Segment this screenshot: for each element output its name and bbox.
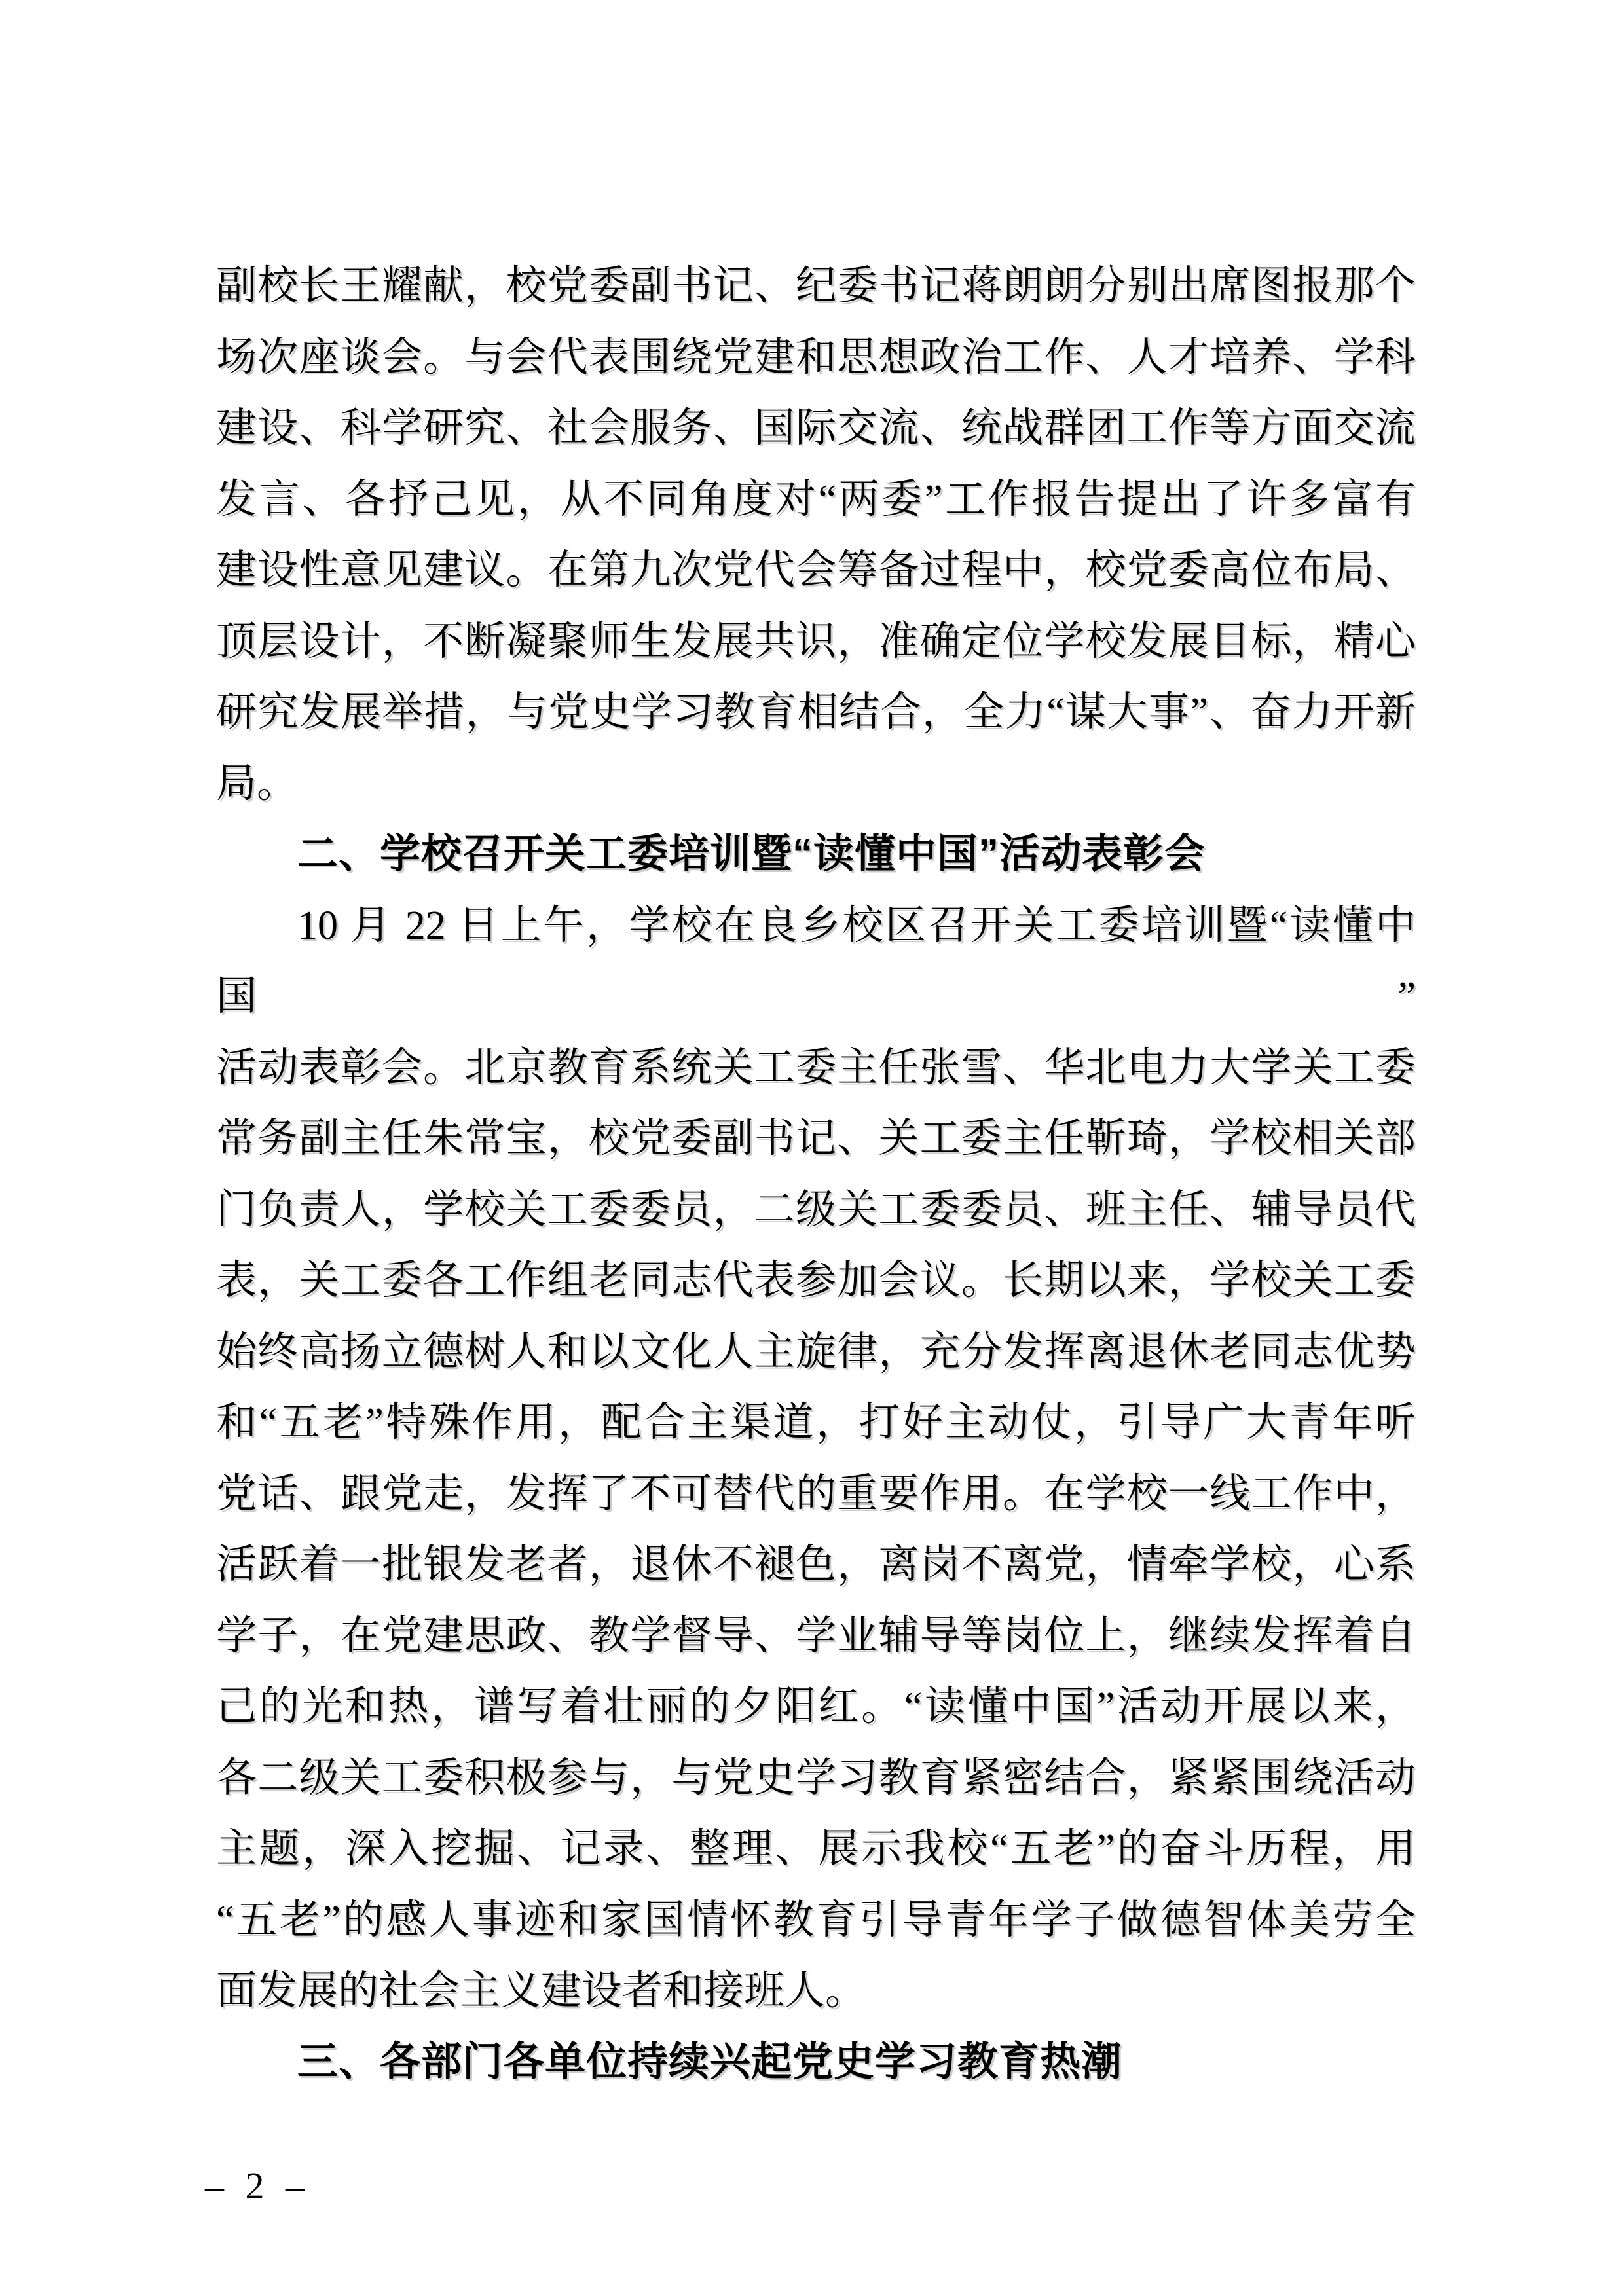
paragraph-line: 各二级关工委积极参与，与党史学习教育紧密结合，紧紧围绕活动 bbox=[216, 1755, 1416, 1800]
paragraph-line: 和“五老”特殊作用，配合主渠道，打好主动仗，引导广大青年听 bbox=[216, 1400, 1416, 1445]
paragraph-line: 10 月 22 日上午，学校在良乡校区召开关工委培训暨“读懂中国” bbox=[216, 903, 1416, 1019]
paragraph-line: 表，关工委各工作组老同志代表参加会议。长期以来，学校关工委 bbox=[216, 1258, 1416, 1303]
page-footer bbox=[205, 2166, 307, 2206]
paragraph-line: 门负责人，学校关工委委员，二级关工委委员、班主任、辅导员代 bbox=[216, 1187, 1416, 1232]
section-heading-2: 二、学校召开关工委培训暨“读懂中国”活动表彰会 bbox=[297, 831, 1206, 877]
paragraph-line: 局。 bbox=[216, 761, 298, 806]
page-number: – 2 – bbox=[205, 2164, 307, 2207]
paragraph-line: 活动表彰会。北京教育系统关工委主任张雪、华北电力大学关工委 bbox=[216, 1045, 1416, 1090]
paragraph-line: 党话、跟党走，发挥了不可替代的重要作用。在学校一线工作中， bbox=[216, 1471, 1416, 1516]
paragraph-line: 发言、各抒己见，从不同角度对“两委”工作报告提出了许多富有 bbox=[216, 477, 1416, 522]
paragraph-line: 主题，深入挖掘、记录、整理、展示我校“五老”的奋斗历程，用 bbox=[216, 1827, 1416, 1871]
document-body bbox=[216, 251, 1416, 2098]
paragraph-line: “五老”的感人事迹和家国情怀教育引导青年学子做德智体美劳全 bbox=[216, 1897, 1416, 1942]
paragraph-line: 己的光和热，谱写着壮丽的夕阳红。“读懂中国”活动开展以来， bbox=[216, 1685, 1416, 1729]
section-heading-3: 三、各部门各单位持续兴起党史学习教育热潮 bbox=[297, 2039, 1123, 2085]
paragraph-line: 建设、科学研究、社会服务、国际交流、统战群团工作等方面交流 bbox=[216, 406, 1416, 450]
paragraph-line: 副校长王耀献，校党委副书记、纪委书记蒋朗朗分别出席图报那个 bbox=[216, 264, 1416, 308]
paragraph-line: 常务副主任朱常宝，校党委副书记、关工委主任靳琦，学校相关部 bbox=[216, 1116, 1416, 1161]
paragraph-line: 场次座谈会。与会代表围绕党建和思想政治工作、人才培养、学科 bbox=[216, 335, 1416, 380]
paragraph-line: 顶层设计，不断凝聚师生发展共识，准确定位学校发展目标，精心 bbox=[216, 619, 1416, 664]
paragraph-line: 建设性意见建议。在第九次党代会筹备过程中，校党委高位布局、 bbox=[216, 548, 1416, 592]
paragraph-line: 面发展的社会主义建设者和接班人。 bbox=[216, 1969, 866, 2013]
paragraph-line: 活跃着一批银发老者，退休不褪色，离岗不离党，情牵学校，心系 bbox=[216, 1542, 1416, 1587]
paragraph-line: 研究发展举措，与党史学习教育相结合，全力“谋大事”、奋力开新 bbox=[216, 690, 1416, 735]
paragraph-line: 学子，在党建思政、教学督导、学业辅导等岗位上，继续发挥着自 bbox=[216, 1613, 1416, 1658]
paragraph-line: 始终高扬立德树人和以文化人主旋律，充分发挥离退休老同志优势 bbox=[216, 1329, 1416, 1374]
